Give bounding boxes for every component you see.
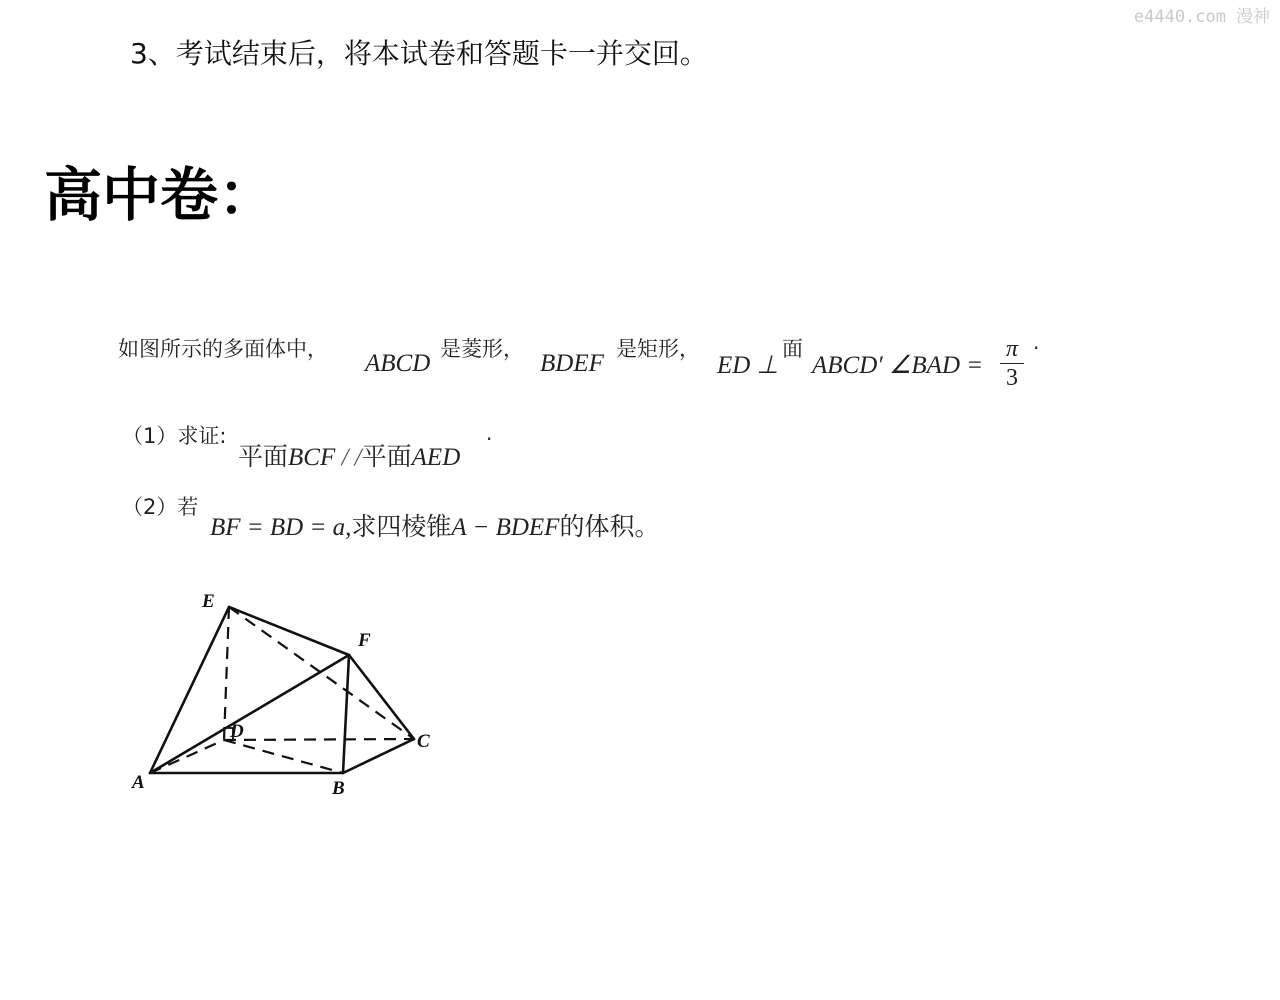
end-dot: · — [1033, 336, 1040, 360]
watermark-site: e4440.com — [1133, 7, 1226, 27]
exam-instruction: 3、考试结束后，将本试卷和答题卡一并交回。 — [130, 37, 708, 70]
part1-label: （1）求证: — [122, 424, 227, 448]
edge-ED-hidden — [224, 607, 229, 740]
watermark-name: 漫神 — [1236, 7, 1270, 27]
part2-text1: 求四棱锥 — [351, 512, 452, 541]
vertex-label-D: D — [230, 721, 244, 742]
vertex-label-C: C — [417, 731, 430, 752]
part1-plane2: 平面 — [361, 442, 412, 471]
edge-DB-hidden — [224, 740, 343, 773]
math-ed-perp: ED ⊥ — [717, 352, 779, 379]
edge-FC — [349, 655, 414, 739]
edge-AD-hidden — [150, 740, 224, 773]
edge-FB — [343, 655, 349, 773]
problem-rhombus: 是菱形， — [440, 337, 524, 361]
part2-pyramid: A − BDEF — [451, 514, 560, 541]
site-watermark — [1134, 2, 1270, 27]
math-bdef: BDEF — [540, 350, 604, 377]
part1-dot: · — [486, 427, 493, 451]
part2-statement — [210, 507, 659, 543]
part2-equation: BF = BD = a, — [210, 514, 352, 541]
part1-parallel: / / — [335, 444, 362, 471]
polyhedron-figure — [120, 585, 450, 805]
fraction-pi-over-3 — [1000, 336, 1024, 391]
part1-statement — [238, 437, 460, 473]
math-abcd-angle: ABCD′ ∠BAD = — [812, 352, 984, 379]
edge-EF — [229, 607, 349, 655]
vertex-label-B: B — [332, 778, 345, 799]
section-heading: 高中卷： — [44, 161, 277, 229]
problem-face: 面 — [782, 337, 803, 361]
problem-intro: 如图所示的多面体中， — [118, 337, 328, 361]
part2-text2: 的体积。 — [559, 512, 660, 541]
vertex-label-A: A — [132, 772, 145, 793]
part1-bcf: BCF — [288, 444, 336, 471]
fraction-bar — [1000, 363, 1024, 364]
fraction-denominator: 3 — [1006, 365, 1018, 391]
vertex-label-F: F — [358, 630, 371, 651]
edge-EC-hidden — [229, 607, 414, 739]
edge-BC — [343, 739, 414, 773]
part1-aed: AED — [411, 444, 461, 471]
fraction-numerator: π — [1005, 336, 1019, 362]
edge-AF — [150, 655, 349, 773]
part1-plane1: 平面 — [238, 442, 289, 471]
part2-label: （2）若 — [122, 495, 199, 519]
math-abcd: ABCD — [365, 350, 431, 377]
edge-DC-hidden — [224, 739, 414, 740]
vertex-label-E: E — [202, 591, 215, 612]
problem-rectangle: 是矩形， — [616, 337, 700, 361]
